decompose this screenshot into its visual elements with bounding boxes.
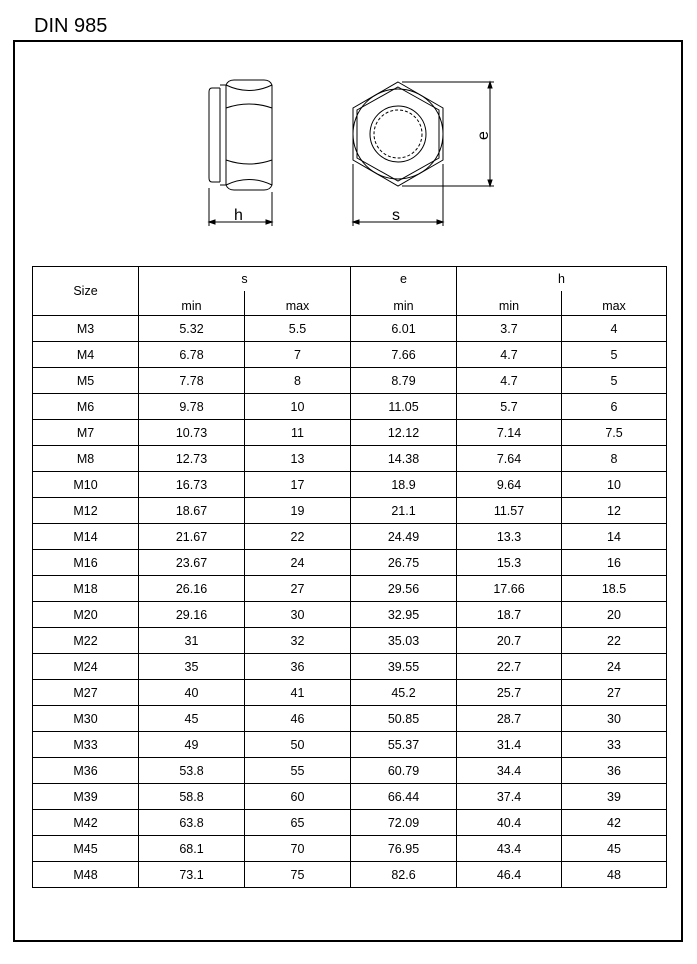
cell-h-min: 7.14 [457, 420, 562, 446]
cell-h-max: 7.5 [562, 420, 667, 446]
cell-s-max: 5.5 [245, 316, 351, 342]
cell-s-min: 53.8 [139, 758, 245, 784]
table-row [33, 368, 667, 394]
cell-e-min: 14.38 [351, 446, 457, 472]
cell-size: M20 [33, 602, 139, 628]
table-header-row [33, 267, 667, 292]
cell-s-min: 16.73 [139, 472, 245, 498]
table-row [33, 680, 667, 706]
cell-s-max: 36 [245, 654, 351, 680]
cell-s-max: 75 [245, 862, 351, 888]
cell-size: M27 [33, 680, 139, 706]
cell-s-min: 35 [139, 654, 245, 680]
table-row [33, 628, 667, 654]
table-row [33, 394, 667, 420]
front-view [353, 82, 494, 226]
table-row [33, 706, 667, 732]
table-row [33, 602, 667, 628]
table-row [33, 732, 667, 758]
table-row [33, 576, 667, 602]
cell-e-min: 32.95 [351, 602, 457, 628]
cell-h-max: 24 [562, 654, 667, 680]
dim-label-h: h [234, 207, 243, 224]
cell-e-min: 26.75 [351, 550, 457, 576]
header-e: e [351, 267, 457, 292]
cell-e-min: 8.79 [351, 368, 457, 394]
cell-h-min: 11.57 [457, 498, 562, 524]
header-h: h [457, 267, 667, 292]
cell-size: M12 [33, 498, 139, 524]
cell-s-min: 21.67 [139, 524, 245, 550]
cell-s-max: 10 [245, 394, 351, 420]
cell-h-max: 33 [562, 732, 667, 758]
cell-s-max: 30 [245, 602, 351, 628]
cell-size: M36 [33, 758, 139, 784]
cell-h-min: 3.7 [457, 316, 562, 342]
cell-size: M3 [33, 316, 139, 342]
cell-h-max: 5 [562, 342, 667, 368]
cell-size: M10 [33, 472, 139, 498]
cell-s-max: 19 [245, 498, 351, 524]
cell-s-min: 31 [139, 628, 245, 654]
cell-s-max: 17 [245, 472, 351, 498]
cell-h-max: 12 [562, 498, 667, 524]
nut-technical-drawing [0, 0, 697, 270]
cell-s-min: 63.8 [139, 810, 245, 836]
cell-size: M5 [33, 368, 139, 394]
cell-h-min: 4.7 [457, 342, 562, 368]
table-row [33, 654, 667, 680]
cell-size: M8 [33, 446, 139, 472]
header-e-min: min [351, 291, 457, 316]
cell-h-min: 7.64 [457, 446, 562, 472]
table-row [33, 550, 667, 576]
cell-h-max: 5 [562, 368, 667, 394]
table-row [33, 472, 667, 498]
cell-size: M33 [33, 732, 139, 758]
side-view [209, 80, 272, 226]
cell-s-max: 8 [245, 368, 351, 394]
cell-h-max: 45 [562, 836, 667, 862]
cell-size: M45 [33, 836, 139, 862]
cell-e-min: 24.49 [351, 524, 457, 550]
cell-size: M48 [33, 862, 139, 888]
cell-h-min: 25.7 [457, 680, 562, 706]
cell-h-max: 4 [562, 316, 667, 342]
cell-s-max: 32 [245, 628, 351, 654]
cell-s-min: 45 [139, 706, 245, 732]
header-s-max: max [245, 291, 351, 316]
header-h-min: min [457, 291, 562, 316]
cell-size: M42 [33, 810, 139, 836]
cell-s-min: 5.32 [139, 316, 245, 342]
cell-h-min: 34.4 [457, 758, 562, 784]
header-h-max: max [562, 291, 667, 316]
cell-e-min: 50.85 [351, 706, 457, 732]
cell-s-max: 46 [245, 706, 351, 732]
cell-size: M24 [33, 654, 139, 680]
cell-s-max: 55 [245, 758, 351, 784]
cell-s-min: 40 [139, 680, 245, 706]
cell-size: M4 [33, 342, 139, 368]
cell-h-min: 17.66 [457, 576, 562, 602]
table-body [33, 316, 667, 888]
cell-s-max: 27 [245, 576, 351, 602]
cell-s-max: 65 [245, 810, 351, 836]
cell-s-max: 60 [245, 784, 351, 810]
cell-s-min: 73.1 [139, 862, 245, 888]
cell-e-min: 45.2 [351, 680, 457, 706]
cell-e-min: 35.03 [351, 628, 457, 654]
cell-e-min: 39.55 [351, 654, 457, 680]
cell-s-min: 58.8 [139, 784, 245, 810]
cell-s-max: 11 [245, 420, 351, 446]
cell-s-min: 12.73 [139, 446, 245, 472]
cell-s-min: 9.78 [139, 394, 245, 420]
cell-e-min: 12.12 [351, 420, 457, 446]
cell-h-min: 13.3 [457, 524, 562, 550]
dim-label-e: e [475, 131, 492, 140]
table-row [33, 862, 667, 888]
cell-h-min: 4.7 [457, 368, 562, 394]
header-size: Size [33, 267, 139, 316]
cell-h-max: 39 [562, 784, 667, 810]
cell-h-max: 36 [562, 758, 667, 784]
table-row [33, 810, 667, 836]
cell-e-min: 7.66 [351, 342, 457, 368]
cell-s-max: 50 [245, 732, 351, 758]
table-row [33, 784, 667, 810]
table-row [33, 498, 667, 524]
cell-s-max: 24 [245, 550, 351, 576]
table-row [33, 316, 667, 342]
cell-s-min: 10.73 [139, 420, 245, 446]
cell-h-min: 20.7 [457, 628, 562, 654]
cell-e-min: 82.6 [351, 862, 457, 888]
cell-s-min: 23.67 [139, 550, 245, 576]
cell-s-max: 22 [245, 524, 351, 550]
cell-s-min: 29.16 [139, 602, 245, 628]
cell-e-min: 11.05 [351, 394, 457, 420]
table-row [33, 420, 667, 446]
cell-s-min: 49 [139, 732, 245, 758]
table-row [33, 836, 667, 862]
cell-h-min: 28.7 [457, 706, 562, 732]
cell-h-max: 20 [562, 602, 667, 628]
cell-s-min: 7.78 [139, 368, 245, 394]
cell-h-max: 42 [562, 810, 667, 836]
cell-e-min: 66.44 [351, 784, 457, 810]
cell-e-min: 72.09 [351, 810, 457, 836]
cell-e-min: 76.95 [351, 836, 457, 862]
cell-h-min: 43.4 [457, 836, 562, 862]
cell-h-min: 5.7 [457, 394, 562, 420]
cell-h-max: 6 [562, 394, 667, 420]
cell-s-max: 13 [245, 446, 351, 472]
cell-size: M39 [33, 784, 139, 810]
dim-label-s: s [392, 207, 400, 224]
cell-h-min: 40.4 [457, 810, 562, 836]
cell-h-max: 10 [562, 472, 667, 498]
cell-h-min: 18.7 [457, 602, 562, 628]
cell-s-max: 41 [245, 680, 351, 706]
dimension-table [32, 266, 667, 888]
cell-s-min: 68.1 [139, 836, 245, 862]
table-row [33, 446, 667, 472]
cell-h-max: 48 [562, 862, 667, 888]
cell-s-max: 7 [245, 342, 351, 368]
cell-s-max: 70 [245, 836, 351, 862]
document-title: DIN 985 [34, 15, 108, 37]
cell-h-max: 8 [562, 446, 667, 472]
cell-size: M6 [33, 394, 139, 420]
cell-size: M22 [33, 628, 139, 654]
cell-e-min: 18.9 [351, 472, 457, 498]
cell-h-max: 27 [562, 680, 667, 706]
cell-h-max: 22 [562, 628, 667, 654]
cell-h-min: 37.4 [457, 784, 562, 810]
cell-h-min: 31.4 [457, 732, 562, 758]
cell-h-min: 15.3 [457, 550, 562, 576]
cell-size: M7 [33, 420, 139, 446]
cell-h-max: 16 [562, 550, 667, 576]
cell-h-min: 9.64 [457, 472, 562, 498]
cell-e-min: 60.79 [351, 758, 457, 784]
cell-e-min: 6.01 [351, 316, 457, 342]
cell-s-min: 6.78 [139, 342, 245, 368]
cell-h-min: 46.4 [457, 862, 562, 888]
cell-size: M18 [33, 576, 139, 602]
table-row [33, 758, 667, 784]
table-row [33, 342, 667, 368]
table-row [33, 524, 667, 550]
cell-h-max: 30 [562, 706, 667, 732]
cell-size: M16 [33, 550, 139, 576]
header-s-min: min [139, 291, 245, 316]
header-s: s [139, 267, 351, 292]
cell-e-min: 29.56 [351, 576, 457, 602]
cell-s-min: 26.16 [139, 576, 245, 602]
cell-s-min: 18.67 [139, 498, 245, 524]
cell-size: M14 [33, 524, 139, 550]
cell-size: M30 [33, 706, 139, 732]
cell-e-min: 55.37 [351, 732, 457, 758]
cell-h-max: 18.5 [562, 576, 667, 602]
cell-h-max: 14 [562, 524, 667, 550]
cell-h-min: 22.7 [457, 654, 562, 680]
cell-e-min: 21.1 [351, 498, 457, 524]
